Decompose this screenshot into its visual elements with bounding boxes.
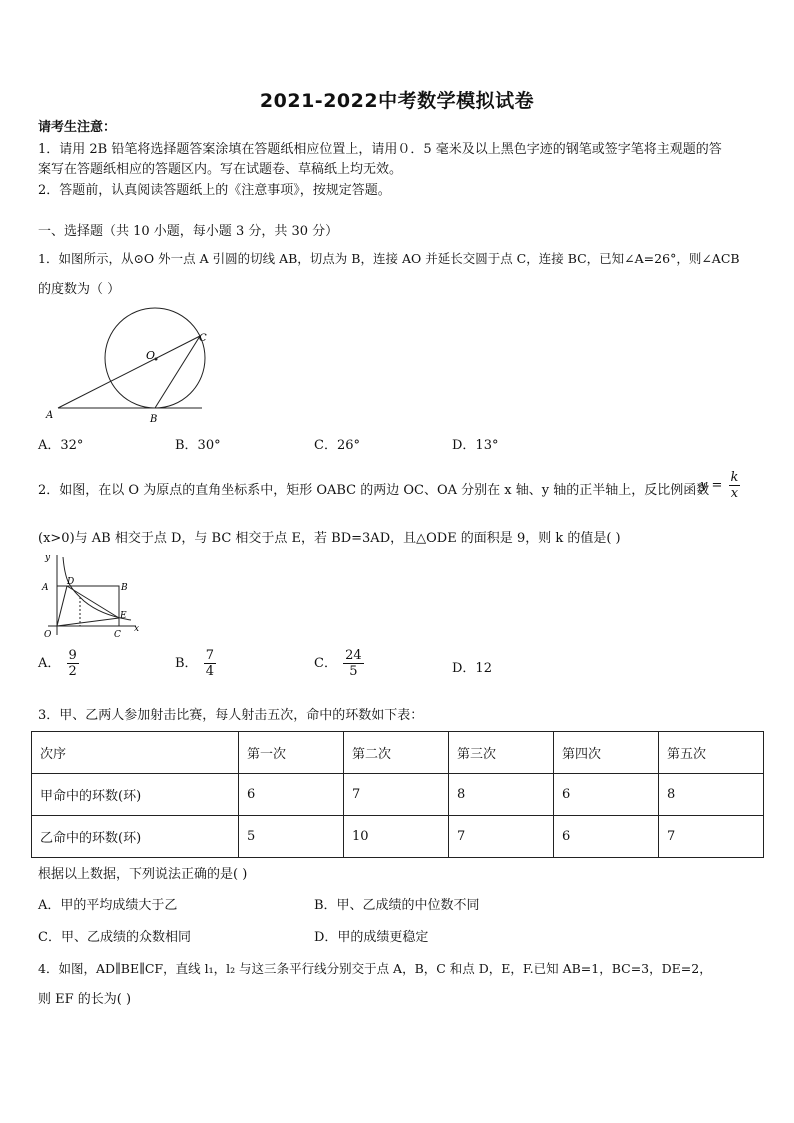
q2-segment-de: [67, 586, 119, 618]
q1-secant-line: [58, 336, 200, 408]
notice-heading: 请考生注意：: [38, 120, 117, 135]
table-cell: 7: [449, 816, 554, 858]
q1-option-b[interactable]: B．30°: [175, 438, 221, 453]
q1-label-o: O: [146, 349, 156, 362]
table-header-cell: 第一次: [239, 732, 344, 774]
table-header-row: [32, 732, 764, 774]
q2-option-b-fraction: [204, 648, 216, 679]
table-cell: 6: [554, 816, 659, 858]
q2-option-c-fraction: [343, 648, 364, 679]
notice-line-3: 2．答题前，认真阅读答题纸上的《注意事项》，按规定答题。: [38, 183, 391, 198]
q1-circle-figure: [40, 305, 220, 427]
table-cell: 乙命中的环数(环): [32, 816, 239, 858]
table-cell: 8: [449, 774, 554, 816]
table-cell: 7: [659, 816, 764, 858]
table-header-cell: 第二次: [344, 732, 449, 774]
q3-stem: 3．甲、乙两人参加射击比赛，每人射击五次，命中的环数如下表：: [38, 708, 424, 723]
q2-label-c: C: [114, 630, 121, 640]
q3-question: 根据以上数据，下列说法正确的是( ): [38, 867, 248, 882]
q2-option-b[interactable]: [175, 648, 216, 679]
q2-label-y: y: [45, 553, 51, 563]
q1-label-a: A: [46, 410, 54, 421]
table-header-cell: 第三次: [449, 732, 554, 774]
q1-option-c[interactable]: C．26°: [314, 438, 360, 453]
section-heading: 一、选择题（共 10 小题，每小题 3 分，共 30 分）: [38, 224, 339, 239]
q2-option-a-fraction: [67, 648, 79, 679]
q2-option-b-den: 4: [205, 664, 214, 679]
q2-segment-od: [57, 586, 67, 626]
q1-option-d[interactable]: D．13°: [452, 438, 499, 453]
q2-label-x: x: [134, 624, 140, 634]
q2-stem-line-2: (x>0)与 AB 相交于点 D，与 BC 相交于点 E，若 BD=3AD，且△ODE 的面积是 9，则 k 的值是( ): [38, 531, 621, 546]
q2-label-o: O: [44, 630, 52, 640]
table-cell: 甲命中的环数(环): [32, 774, 239, 816]
table-cell: 7: [344, 774, 449, 816]
q3-option-b[interactable]: B．甲、乙成绩的中位数不同: [314, 898, 480, 913]
q3-option-a[interactable]: A．甲的平均成绩大于乙: [38, 898, 178, 913]
q2-label-a: A: [42, 583, 49, 593]
q1-label-c: C: [199, 333, 207, 344]
q2-func-fraction: [729, 470, 741, 501]
q1-segment-bc: [155, 336, 200, 408]
q2-label-d: D: [67, 577, 75, 587]
table-header-cell: 第四次: [554, 732, 659, 774]
q2-option-c-num: 24: [345, 648, 362, 663]
table-cell: 8: [659, 774, 764, 816]
q1-label-b: B: [150, 414, 158, 425]
table-header-cell: 第五次: [659, 732, 764, 774]
q2-func-y: y =: [700, 478, 723, 493]
q2-option-a-num: 9: [68, 648, 77, 663]
table-row: [32, 774, 764, 816]
q2-label-b: B: [121, 583, 128, 593]
notice-line-1: 1．请用 2B 铅笔将选择题答案涂填在答题纸相应位置上，请用０．5 毫米及以上黑色字迹的钢笔或签字笔将主观题的答: [38, 142, 722, 157]
table-cell: 5: [239, 816, 344, 858]
table-cell: 10: [344, 816, 449, 858]
table-cell: 6: [239, 774, 344, 816]
table-row: [32, 816, 764, 858]
q2-rectangle-oabc: [57, 586, 119, 626]
q1-stem-line-2: 的度数为（ ）: [38, 282, 121, 297]
q2-func-den: x: [730, 486, 739, 501]
q2-func-num: k: [730, 470, 739, 485]
q2-option-a-den: 2: [68, 664, 77, 679]
q4-stem-line-1: 4．如图，AD∥BE∥CF，直线 l₁，l₂ 与这三条平行线分别交于点 A，B，C 和点 D，E，F.已知 AB=1，BC=3，DE=2，: [38, 961, 712, 976]
q2-graph-figure: [36, 551, 146, 641]
q3-option-d[interactable]: D．甲的成绩更稳定: [314, 930, 429, 945]
q4-stem-line-2: 则 EF 的长为( ): [38, 992, 132, 1007]
q2-option-c-label: C．: [314, 656, 337, 671]
q2-label-e: E: [120, 611, 127, 621]
q2-function-formula: [700, 470, 740, 501]
q2-stem-line-1: 2．如图，在以 O 为原点的直角坐标系中，矩形 OABC 的两边 OC、OA 分别在 x 轴、y 轴的正半轴上，反比例函数: [38, 483, 710, 498]
q2-option-c[interactable]: [314, 648, 364, 679]
q2-option-d[interactable]: D．12: [452, 661, 492, 676]
q2-option-a[interactable]: [38, 648, 79, 679]
q2-segment-oe: [57, 618, 119, 626]
q2-option-a-label: A．: [38, 656, 61, 671]
q1-stem-line-1: 1．如图所示，从⊙O 外一点 A 引圆的切线 AB，切点为 B，连接 AO 并延长交圆于点 C，连接 BC，已知∠A=26°，则∠ACB: [38, 251, 740, 266]
q3-results-table: [31, 731, 764, 858]
page-title: 2021-2022中考数学模拟试卷: [259, 90, 535, 112]
table-cell: 6: [554, 774, 659, 816]
table-header-cell: 次序: [32, 732, 239, 774]
q2-option-c-den: 5: [349, 664, 358, 679]
q2-option-b-label: B．: [175, 656, 198, 671]
q1-option-a[interactable]: A．32°: [38, 438, 84, 453]
q3-option-c[interactable]: C．甲、乙成绩的众数相同: [38, 930, 191, 945]
notice-line-2: 案写在答题纸相应的答题区内。写在试题卷、草稿纸上均无效。: [38, 162, 403, 177]
q2-option-b-num: 7: [205, 648, 214, 663]
